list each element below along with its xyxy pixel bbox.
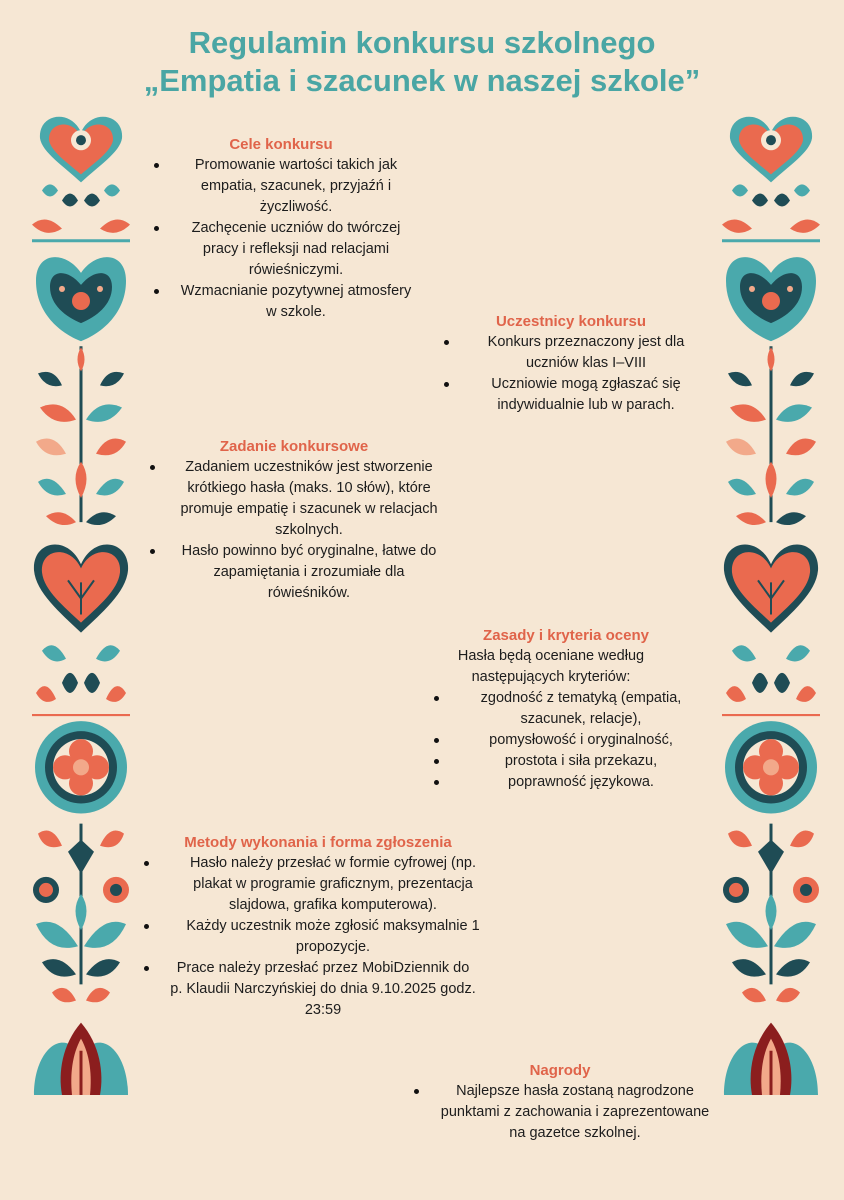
title-line-1: Regulamin konkursu szkolnego <box>188 25 656 60</box>
bullet-list <box>440 332 702 416</box>
list-item: Zadaniem uczestników jest stworzenie krótkiego hasła (maks. 10 słów), które promuje empatię i szacunek w relacjach szkolnych. <box>146 457 442 541</box>
section-cele-konkursu <box>150 134 412 323</box>
list-item: Konkurs przeznaczony jest dla uczniów klas I–VIII <box>440 332 702 374</box>
list-item: Wzmacnianie pozytywnej atmosfery w szkole. <box>150 281 412 323</box>
list-item: pomysłowość i oryginalność, <box>430 730 702 751</box>
list-item: Każdy uczestnik może zgłosić maksymalnie 1 propozycje. <box>140 916 496 958</box>
list-item: zgodność z tematyką (empatia, szacunek, relacje), <box>430 688 702 730</box>
section-heading: Uczestnicy konkursu <box>495 313 647 330</box>
list-item: Najlepsze hasła zostaną nagrodzone punktami z zachowania i zaprezentowane na gazetce szkolnej. <box>410 1081 710 1144</box>
bullet-list <box>430 688 702 793</box>
list-item: Prace należy przesłać przez MobiDziennik do p. Klaudii Narczyńskiej do dnia 9.10.2025 godz. 23:59 <box>140 958 496 1021</box>
bullet-list <box>140 853 496 1021</box>
folk-floral-border-icon <box>32 100 130 1105</box>
section-nagrody <box>410 1060 710 1144</box>
list-item: prostota i siła przekazu, <box>430 751 702 772</box>
section-metody-wykonania <box>140 832 496 1021</box>
section-uczestnicy-konkursu <box>440 311 702 416</box>
section-zadanie-konkursowe <box>146 436 442 604</box>
bullet-list <box>146 457 442 604</box>
section-zasady-kryteria <box>430 625 702 793</box>
list-item: Promowanie wartości takich jak empatia, szacunek, przyjaźń i życzliwość. <box>150 155 412 218</box>
section-heading: Cele konkursu <box>229 136 333 153</box>
criteria-intro: Hasła będą oceniane według następujących kryteriów: <box>457 648 645 685</box>
title-line-2: „Empatia i szacunek w naszej szkole” <box>143 63 701 98</box>
section-heading: Metody wykonania i forma zgłoszenia <box>184 834 452 851</box>
section-heading: Zasady i kryteria oceny <box>483 627 649 644</box>
bullet-list <box>150 155 412 323</box>
section-heading: Nagrody <box>529 1062 591 1079</box>
list-item: Uczniowie mogą zgłaszać się indywidualnie lub w parach. <box>440 374 702 416</box>
list-item: Hasło należy przesłać w formie cyfrowej (np. plakat w programie graficznym, prezentacja slajdowa, grafika komputerowa). <box>140 853 496 916</box>
list-item: poprawność językowa. <box>430 772 702 793</box>
section-heading: Zadanie konkursowe <box>219 438 369 455</box>
list-item: Zachęcenie uczniów do twórczej pracy i refleksji nad relacjami rówieśniczymi. <box>150 218 412 281</box>
list-item: Hasło powinno być oryginalne, łatwe do zapamiętania i zrozumiałe dla rówieśników. <box>146 541 442 604</box>
bullet-list <box>410 1081 710 1144</box>
page-title <box>0 24 844 100</box>
folk-floral-border-icon <box>722 100 820 1105</box>
